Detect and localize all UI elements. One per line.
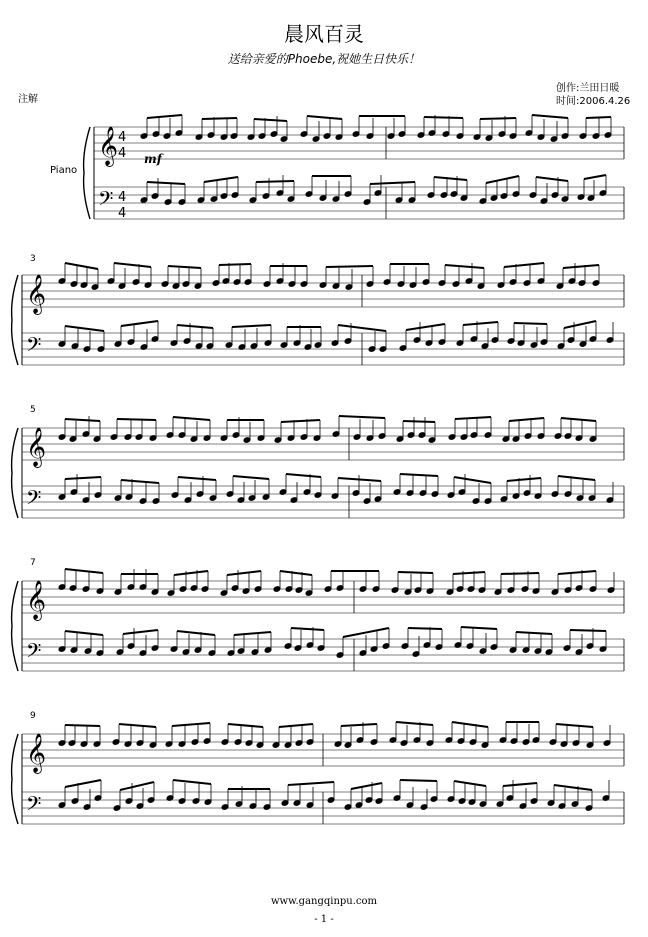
note-beam (256, 181, 294, 182)
note-beam (147, 115, 182, 118)
note-beam (561, 418, 596, 421)
note-beam (554, 785, 592, 790)
bass-clef-icon: 𝄢 (26, 333, 42, 361)
note-beam (173, 780, 211, 784)
treble-clef-icon: 𝄞 (26, 733, 47, 773)
note-beam (536, 177, 568, 181)
treble-clef-icon: 𝄞 (98, 126, 119, 166)
note-beam (178, 477, 216, 480)
annotation-label: 注解 (18, 94, 38, 105)
measure-number-3: 3 (30, 254, 36, 264)
note-beam (204, 177, 238, 182)
note-beam (233, 476, 269, 479)
grand-staff-brace (12, 275, 18, 365)
note-beam (119, 724, 156, 727)
note-beam (480, 118, 516, 119)
note-beam (65, 419, 100, 421)
note-beam (509, 418, 544, 421)
grand-staff-brace (12, 428, 18, 518)
source-url: www.gangqinpu.com (270, 896, 378, 907)
note-beam (65, 569, 103, 573)
note-beam (501, 573, 539, 574)
note-beam (341, 724, 377, 726)
note-beam (65, 326, 104, 331)
note-beam (454, 477, 491, 483)
composer-credit: 创作:兰田日暖 (556, 83, 620, 94)
note-beam (504, 263, 544, 267)
note-beam (452, 722, 488, 727)
note-beam (400, 474, 438, 476)
grand-staff-brace (12, 734, 18, 824)
note-beam (147, 182, 185, 184)
note-beam (514, 323, 547, 324)
note-beam (486, 176, 519, 183)
time-signature-numerator: 4 (118, 130, 127, 145)
note-beam (403, 421, 435, 422)
measure-number-9: 9 (30, 711, 36, 721)
grand-staff-brace (84, 127, 90, 219)
note-beam (556, 724, 593, 727)
note-beam (454, 781, 486, 786)
page-number: - 1 - (314, 914, 334, 925)
note-beam (445, 265, 484, 268)
note-beam (338, 325, 386, 331)
note-beam (351, 783, 382, 789)
note-beam (453, 572, 485, 574)
treble-clef-icon: 𝄞 (26, 427, 47, 467)
note-beam (168, 266, 201, 268)
measure-number-7: 7 (30, 558, 36, 568)
note-beam (280, 571, 312, 575)
note-beam (279, 724, 313, 727)
bass-clef-icon: 𝄢 (26, 486, 42, 514)
note-beam (121, 480, 159, 483)
note-beam (434, 177, 467, 180)
note-beam (120, 782, 154, 790)
note-beam (532, 115, 568, 118)
note-beam (65, 631, 103, 635)
note-beam (563, 265, 599, 268)
bass-clef-icon: 𝄢 (26, 639, 42, 667)
treble-clef-icon: 𝄞 (26, 580, 47, 620)
note-beam (117, 419, 156, 420)
page-title: 晨风百灵 (284, 22, 364, 46)
note-beam (461, 627, 497, 629)
note-beam (400, 780, 437, 781)
note-beam (586, 117, 611, 118)
note-beam (114, 263, 151, 267)
note-beam (172, 723, 210, 726)
note-beam (516, 632, 552, 634)
note-beam (339, 416, 385, 418)
note-beam (228, 724, 263, 727)
time-signature-numerator: 4 (118, 190, 127, 205)
treble-clef-icon: 𝄞 (26, 274, 47, 314)
note-beam (455, 417, 491, 419)
dedication-subtitle: 送给亲爱的Phoebe,祝她生日快乐！ (227, 52, 421, 66)
note-beam (398, 572, 433, 573)
note-beam (326, 266, 373, 267)
note-beam (65, 725, 100, 726)
measure-number-5: 5 (30, 405, 36, 415)
note-beam (338, 478, 381, 481)
note-beam (558, 571, 596, 574)
note-beam (65, 780, 101, 787)
note-beam (570, 630, 606, 631)
note-beam (564, 321, 596, 328)
note-beam (202, 118, 237, 119)
note-beam (123, 630, 158, 634)
composition-date: 时间:2006.4.26 (556, 96, 631, 107)
note-beam (281, 420, 320, 422)
note-beam (254, 119, 287, 121)
note-beam (291, 628, 324, 630)
dynamic-marking: mf (144, 152, 162, 166)
note-beam (408, 628, 442, 629)
note-beam (234, 632, 271, 635)
note-beam (584, 175, 606, 179)
note-beam (219, 264, 251, 265)
note-beam (507, 478, 541, 481)
note-beam (370, 182, 415, 184)
note-beam (227, 571, 261, 575)
note-beam (406, 324, 445, 330)
note-beam (424, 117, 463, 118)
note-beam (65, 477, 101, 479)
note-beam (307, 116, 342, 119)
note-beam (503, 783, 537, 786)
time-signature-denominator: 4 (118, 146, 127, 161)
note-beam (121, 321, 158, 326)
note-beam (288, 782, 334, 785)
note-beam (463, 322, 498, 325)
note-beam (558, 476, 595, 480)
time-signature-denominator: 4 (118, 206, 127, 221)
grand-staff-brace (12, 581, 18, 671)
instrument-label: Piano (50, 165, 78, 176)
note-beam (177, 325, 213, 328)
note-beam (174, 571, 208, 575)
note-beam (177, 631, 215, 635)
note-beam (173, 417, 210, 420)
note-beam (396, 722, 433, 725)
note-beam (286, 474, 321, 477)
bass-clef-icon: 𝄢 (26, 792, 42, 820)
bass-clef-icon: 𝄢 (98, 187, 114, 215)
note-beam (232, 325, 271, 327)
note-beam (65, 263, 98, 269)
